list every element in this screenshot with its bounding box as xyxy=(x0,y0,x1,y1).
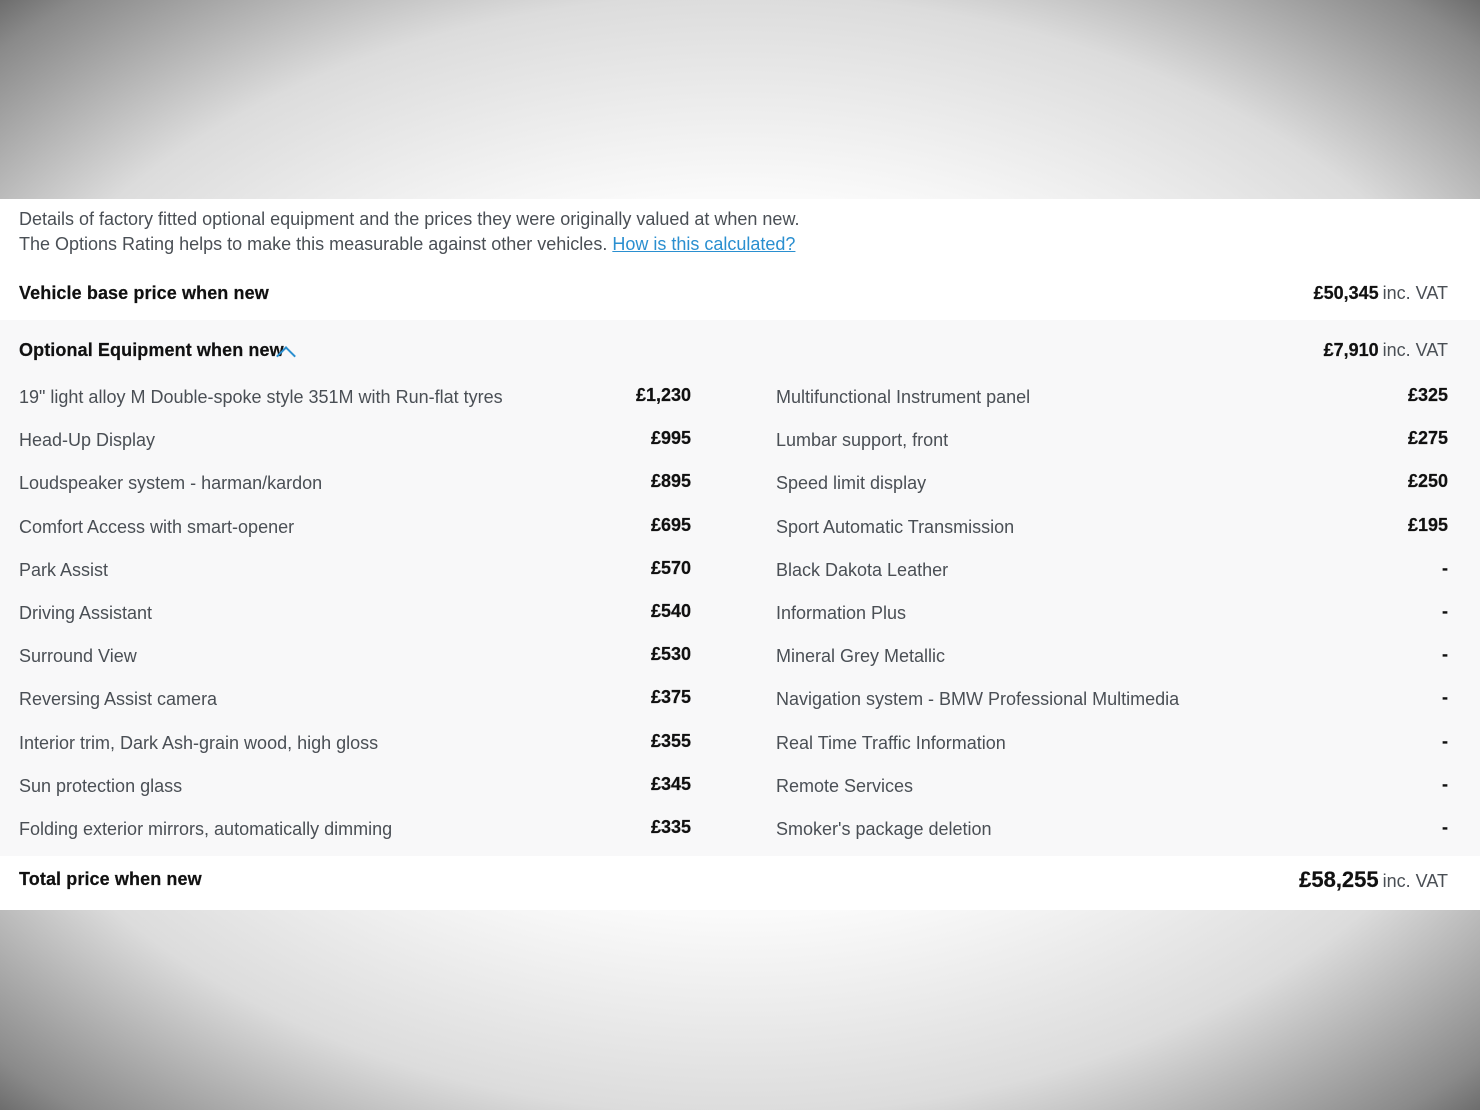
option-item xyxy=(776,814,1448,857)
base-price-row xyxy=(19,283,1448,313)
option-item xyxy=(776,382,1448,425)
base-price-amount: £50,345 xyxy=(1313,283,1379,303)
option-price: £355 xyxy=(650,730,691,751)
option-name: Real Time Traffic Information xyxy=(776,732,1006,753)
option-name: Black Dakota Leather xyxy=(776,559,949,580)
option-item xyxy=(19,468,691,511)
option-item xyxy=(776,771,1448,814)
option-item xyxy=(776,425,1448,468)
option-name: Speed limit display xyxy=(776,473,927,494)
option-item xyxy=(19,512,691,555)
optional-equipment-label: Optional Equipment when new xyxy=(19,340,284,360)
total-price-amount: £58,255 xyxy=(1299,867,1379,892)
how-calculated-link[interactable]: How is this calculated? xyxy=(612,234,796,254)
options-left-column xyxy=(19,382,691,857)
option-item xyxy=(776,468,1448,511)
option-price: £335 xyxy=(650,816,691,837)
option-item xyxy=(776,728,1448,771)
base-price-value xyxy=(1314,283,1448,304)
optional-equipment-total xyxy=(1324,340,1448,361)
option-price: - xyxy=(1442,816,1448,837)
option-name: Multifunctional Instrument panel xyxy=(776,387,1031,407)
option-item xyxy=(19,728,691,771)
option-price: £540 xyxy=(650,600,691,621)
option-name: 19" light alloy M Double-spoke style 351M with Run-flat tyres xyxy=(19,387,503,407)
option-item xyxy=(19,814,691,857)
option-name: Head-Up Display xyxy=(19,430,156,451)
option-item xyxy=(776,598,1448,641)
option-item xyxy=(19,382,691,425)
option-name: Park Assist xyxy=(19,559,109,580)
option-price: - xyxy=(1442,600,1448,621)
optional-equipment-amount: £7,910 xyxy=(1323,340,1379,360)
optional-equipment-vat: inc. VAT xyxy=(1382,340,1448,360)
option-name: Driving Assistant xyxy=(19,602,153,623)
option-price: £1,230 xyxy=(635,385,691,405)
option-price: £995 xyxy=(650,428,691,449)
base-price-label: Vehicle base price when new xyxy=(19,283,269,303)
base-price-vat: inc. VAT xyxy=(1382,283,1448,303)
option-price: £530 xyxy=(650,644,691,665)
option-price: £195 xyxy=(1407,514,1448,535)
option-name: Remote Services xyxy=(776,775,914,796)
intro-line-2 xyxy=(19,232,799,257)
option-name: Comfort Access with smart-opener xyxy=(19,516,295,537)
intro-line-2-text: The Options Rating helps to make this measurable against other vehicles. xyxy=(19,234,608,254)
option-price: £375 xyxy=(650,687,691,708)
option-price: - xyxy=(1442,730,1448,751)
option-name: Surround View xyxy=(19,646,137,667)
option-price: - xyxy=(1442,644,1448,665)
option-price: - xyxy=(1442,557,1448,578)
total-price-value xyxy=(1299,867,1448,893)
option-item xyxy=(19,425,691,468)
option-price: £250 xyxy=(1407,471,1448,492)
option-item xyxy=(19,555,691,598)
option-item xyxy=(776,641,1448,684)
option-item xyxy=(19,598,691,641)
optional-equipment-section xyxy=(0,320,1480,856)
option-price: £345 xyxy=(650,773,691,794)
option-name: Sun protection glass xyxy=(19,775,183,796)
option-item xyxy=(19,771,691,814)
option-item xyxy=(19,641,691,684)
option-name: Loudspeaker system - harman/kardon xyxy=(19,473,323,494)
option-price: - xyxy=(1442,687,1448,708)
total-price-vat: inc. VAT xyxy=(1382,871,1448,891)
option-name: Smoker's package deletion xyxy=(776,818,992,839)
option-item xyxy=(776,555,1448,598)
option-name: Navigation system - BMW Professional Multimedia xyxy=(776,689,1180,710)
intro-line-1: Details of factory fitted optional equipment and the prices they were originally valued at when new. xyxy=(19,209,800,229)
option-item xyxy=(19,684,691,727)
option-name: Information Plus xyxy=(776,602,907,623)
option-name: Sport Automatic Transmission xyxy=(776,516,1015,537)
option-price: £695 xyxy=(650,514,691,535)
option-price: £325 xyxy=(1407,385,1448,405)
option-name: Mineral Grey Metallic xyxy=(776,646,946,667)
options-right-column xyxy=(776,382,1448,857)
options-panel xyxy=(0,199,1480,910)
option-name: Folding exterior mirrors, automatically dimming xyxy=(19,818,393,839)
option-name: Reversing Assist camera xyxy=(19,689,218,710)
total-price-row xyxy=(19,867,1448,901)
option-price: £275 xyxy=(1407,428,1448,449)
option-item xyxy=(776,512,1448,555)
option-name: Lumbar support, front xyxy=(776,430,949,451)
option-name: Interior trim, Dark Ash-grain wood, high gloss xyxy=(19,732,379,753)
option-price: £895 xyxy=(650,471,691,492)
intro-text xyxy=(19,207,799,257)
option-price: - xyxy=(1442,773,1448,794)
option-item xyxy=(776,684,1448,727)
option-price: £570 xyxy=(650,557,691,578)
optional-equipment-header[interactable] xyxy=(19,340,1448,370)
total-price-label: Total price when new xyxy=(19,869,202,889)
